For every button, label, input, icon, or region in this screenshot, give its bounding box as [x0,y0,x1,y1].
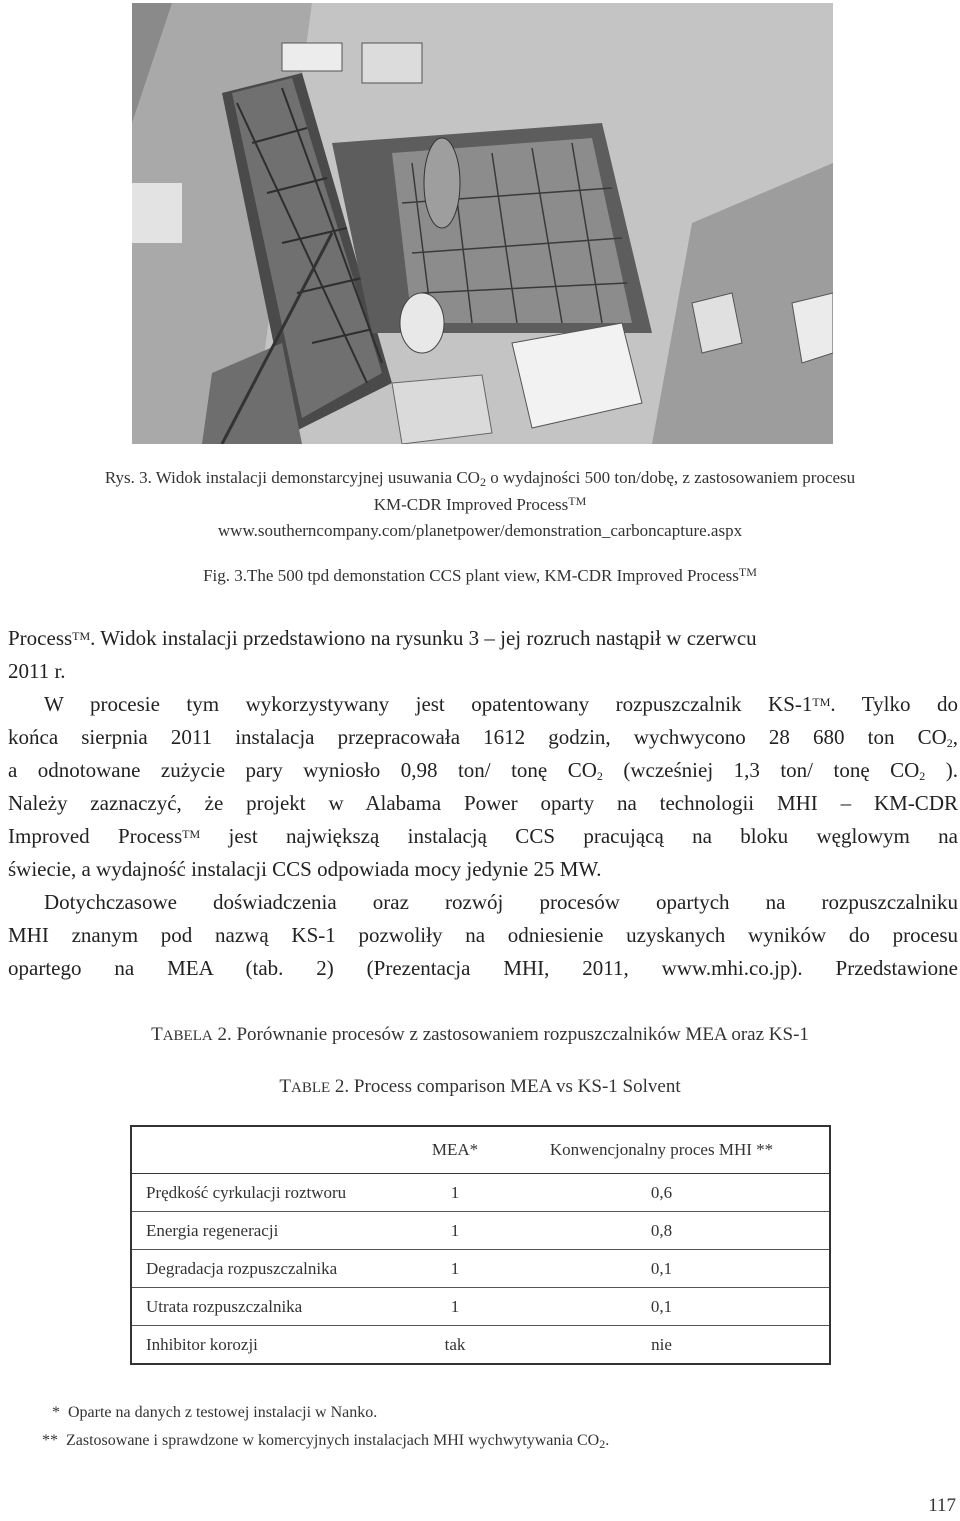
table-cell-label: Utrata rozpuszczalnika [132,1288,416,1326]
table-cell-mhi: 0,1 [494,1288,829,1326]
table-caption-pl: TABELA 2. Porównanie procesów z zastosowaniem rozpuszczalników MEA oraz KS-1 [151,1024,809,1045]
footnote-2: ** Zastosowane i sprawdzone w komercyjnych instalacjach MHI wychwytywania $CO_2$. [42,1432,610,1451]
table-cell-mhi: 0,6 [494,1174,829,1212]
table-header-empty [132,1127,416,1174]
table-row [132,1250,829,1288]
table-cell-mhi: 0,8 [494,1212,829,1250]
paragraph-2-line4: Należy zaznaczyć, że projekt w Alabama Power oparty na technologii MHI – KM-CDR [8,791,958,815]
table-caption-en: TABLE 2. Process comparison MEA vs KS-1 Solvent [279,1076,681,1097]
comparison-table [132,1127,829,1363]
paragraph-1: Process™. Widok instalacji przedstawiono na rysunku 3 – jej rozruch nastąpił w czerwcu 2011 r. [8,626,757,683]
table-row [132,1326,829,1364]
figure-caption-pl-line2: KM-CDR Improved Process™ [373,494,587,514]
table-cell-mea: 1 [416,1250,494,1288]
paragraph-2-line1: W procesie tym wykorzystywany jest opatentowany rozpuszczalnik KS-1™. Tylko do [44,692,958,716]
plant-photo-drawing [132,3,833,444]
body-text [8,622,958,985]
paragraph-3-line3: opartego na MEA (tab. 2) (Prezentacja MHI, 2011, www.mhi.co.jp). Przedstawione [8,956,958,980]
table-cell-label: Prędkość cyrkulacji roztworu [132,1174,416,1212]
table-cell-mea: 1 [416,1174,494,1212]
paragraph-2-line6: świecie, a wydajność instalacji CCS odpowiada mocy jedynie 25 MW. [8,857,602,881]
table-cell-mhi: nie [494,1326,829,1364]
paragraph-2-line2: końca sierpnia 2011 instalacja przepracowała 1612 godzin, wychwycono 28 680 ton $CO_2$, [8,725,958,750]
figure-caption-en: Fig. 3.The 500 tpd demonstation CCS plant view, KM-CDR Improved Process™ [203,565,757,585]
table-cell-label: Degradacja rozpuszczalnika [132,1250,416,1288]
paragraph-3-line2: MHI znanym pod nazwą KS-1 pozwoliły na odniesienie uzyskanych wyników do procesu [8,923,958,947]
figure-caption-url: www.southerncompany.com/planetpower/demonstration_carboncapture.aspx [217,521,743,540]
paragraph-2-line5: Improved Process™ jest największą instalacją CCS pracującą na bloku węglowym na [8,824,958,848]
table-cell-mhi: 0,1 [494,1250,829,1288]
table-header-mea: MEA* [416,1127,494,1174]
ccs-plant-aerial-photo [132,3,833,444]
table-row [132,1174,829,1212]
table-header-mhi: Konwencjonalny proces MHI ** [494,1127,829,1174]
table-cell-mea: 1 [416,1212,494,1250]
table-cell-mea: 1 [416,1288,494,1326]
table-header-row [132,1127,829,1174]
footnote-1-mark: * [52,1404,60,1421]
table-cell-mea: tak [416,1326,494,1364]
table-cell-label: Inhibitor korozji [132,1326,416,1364]
page-number: 117 [928,1495,956,1516]
figure-caption-pl-line1: Rys. 3. Widok instalacji demonstarcyjnej usuwania $CO_2$ o wydajności 500 ton/dobę, z zastosowaniem procesu [104,468,856,489]
footnote-2-mark: ** [42,1432,58,1449]
table-row [132,1288,829,1326]
table-row [132,1212,829,1250]
paragraph-2-line3: a odnotowane zużycie pary wyniosło 0,98 ton/ tonę $CO_2$ (wcześniej 1,3 ton/ tonę $CO_2$ ). [8,758,958,783]
table-cell-label: Energia regeneracji [132,1212,416,1250]
footnote-1: * Oparte na danych z testowej instalacji w Nanko. [52,1404,378,1421]
paragraph-3-line1: Dotychczasowe doświadczenia oraz rozwój procesów opartych na rozpuszczalniku [44,890,958,914]
